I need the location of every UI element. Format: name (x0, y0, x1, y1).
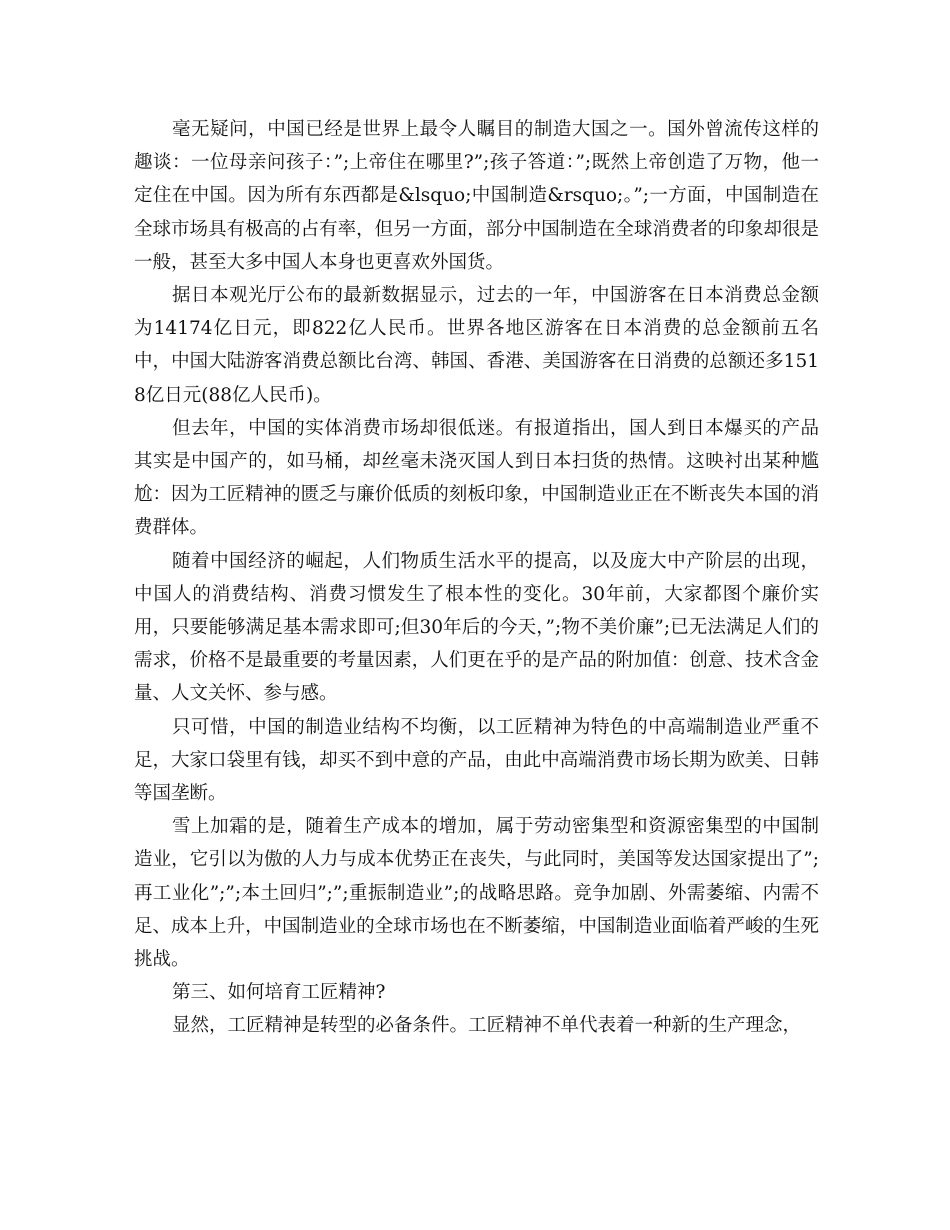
paragraph: 雪上加霜的是，随着生产成本的增加，属于劳动密集型和资源密集型的中国制造业，它引以为傲的人力与成本优势正在丧失，与此同时，美国等发达国家提出了”;再工业化”;”;本土回归”;”;重振制造业”;的战略思路。竞争加剧、外需萎缩、内需不足、成本上升，中国制造业的全球市场也在不断萎缩，中国制造业面临着严峻的生死挑战。 (134, 816, 819, 971)
paragraph: 显然，工匠精神是转型的必备条件。工匠精神不单代表着一种新的生产理念， (172, 1015, 802, 1037)
paragraph: 只可惜，中国的制造业结构不均衡，以工匠精神为特色的中高端制造业严重不足，大家口袋里有钱，却买不到中意的产品，由此中高端消费市场长期为欧美、日韩等国垄断。 (134, 716, 819, 805)
paragraph: 毫无疑问，中国已经是世界上最令人瞩目的制造大国之一。国外曾流传这样的趣谈：一位母亲问孩子：”;上帝住在哪里?”;孩子答道：”;既然上帝创造了万物，他一定住在中国。因为所有东西都是&lsquo;中国制造&rsquo;。”;一方面，中国制造在全球市场具有极高的占有率，但另一方面，部分中国制造在全球消费者的印象却很是一般，甚至大多中国人本身也更喜欢外国货。 (134, 119, 819, 273)
paragraph: 随着中国经济的崛起，人们物质生活水平的提高，以及庞大中产阶层的出现，中国人的消费结构、消费习惯发生了根本性的变化。30年前，大家都图个廉价实用，只要能够满足基本需求即可;但30年后的今天，”;物不美价廉”;已无法满足人们的需求，价格不是最重要的考量因素，人们更在乎的是产品的附加值：创意、技术含金量、人文关怀、参与感。 (134, 550, 819, 705)
article-body (134, 113, 819, 1043)
section-heading: 第三、如何培育工匠精神? (172, 982, 386, 1004)
paragraph: 但去年，中国的实体消费市场却很低迷。有报道指出，国人到日本爆买的产品其实是中国产的，如马桶，却丝毫未浇灭国人到日本扫货的热情。这映衬出某种尴尬：因为工匠精神的匮乏与廉价低质的刻板印象，中国制造业正在不断丧失本国的消费群体。 (134, 417, 819, 539)
paragraph: 据日本观光厅公布的最新数据显示，过去的一年，中国游客在日本消费总金额为14174亿日元，即822亿人民币。世界各地区游客在日本消费的总金额前五名中，中国大陆游客消费总额比台湾、韩国、香港、美国游客在日消费的总额还多1518亿日元(88亿人民币)。 (134, 285, 819, 406)
